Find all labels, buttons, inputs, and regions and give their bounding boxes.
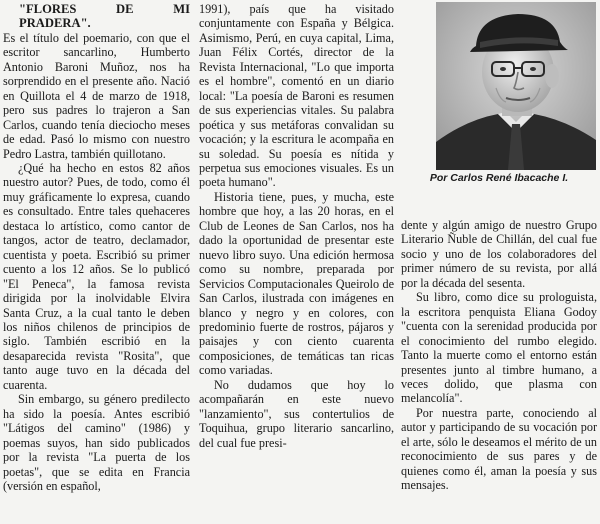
author-portrait-icon — [436, 2, 596, 170]
paragraph: Por nuestra parte, conociendo al autor y participando de su vocación por el arte, sólo le deseamos el mérito de un reconocimiento de sus pares y de quienes como él, aman la poesía y sus mensajes. — [401, 405, 597, 493]
article-column-3 — [401, 218, 597, 493]
paragraph: dente y algún amigo de nuestro Grupo Literario Ñuble de Chillán, del cual fue socio y uno de los colaboradores del primer número de su revista, por allá por la década del sesenta. — [401, 218, 597, 290]
paragraph: Es el título del poemario, con que el escritor sancarlino, Humberto Antonio Baroni Muñoz, nos ha sorprendido en el presente año. Nació en Quillota el 4 de marzo de 1918, pero sus padres lo trajeron a San Carlos, cuando tenía dieciocho meses de edad. Pasó lo mismo con nuestro Pedro Lastra, también quillotano. — [3, 30, 190, 161]
article-column-2 — [199, 2, 394, 450]
article-title: "FLORES DE MI PRADERA". — [19, 2, 190, 31]
paragraph: Su libro, como dice su prologuista, la escritora penquista Eliana Godoy "cuenta con la serenidad producida por el conocimiento del rumbo elegido. Tanto la muerte como el entorno están presentes junto al timbre humano, a veces dolido, que plasma con melancolía". — [401, 290, 597, 406]
article-column-1 — [3, 2, 190, 493]
paragraph: ¿Qué ha hecho en estos 82 años nuestro autor? Pues, de todo, como él muy gráficamente lo expresa, cuando es consultado. Entre tales quehaceres destaca lo artístico, como cantor de tangos, actor de teatro, declamador, cuentista y poeta. Escribió su primer cuento a los 12 años. Se lo publicó "El Peneca", la famosa revista dirigida por la inolvidable Elvira Santa Cruz, a la cual tanto le deben los niños chilenos de principios de siglo. También escribió en la desaparecida revista "Rosita", que tanto auge tuvo en la década del cuarenta. — [3, 160, 190, 392]
photo-byline: Por Carlos René Ibacache I. — [429, 172, 569, 184]
paragraph: No dudamos que hoy lo acompañarán en este nuevo "lanzamiento", sus contertulios de Toquihua, grupo literario sancarlino, del cual fue presi- — [199, 377, 394, 450]
author-photo — [436, 2, 596, 170]
paragraph: Historia tiene, pues, y mucha, este hombre que hoy, a las 20 horas, en el Club de Leones de San Carlos, nos ha dado la oportunidad de presentar este nuevo libro suyo. Una edición hermosa como su nombre, preparada por Servicios Computacionales Queirolo de San Carlos, ilustrada con imágenes en blanco y negro y en colores, con predominio fuerte de rostros, pájaros y paisajes y con ciento cuarenta composiciones, de temáticas tan ricas como variadas. — [199, 189, 394, 378]
paragraph: 1991), país que ha visitado conjuntamente con España y Bélgica. Asimismo, Perú, en cuya capital, Lima, Juan Félix Cortés, director de la Revista Internacional, "Lo que importa es el hombre", comentó en un diario local: "La poesía de Baroni es resumen de sus experiencias vitales. Su palabra poética y sus metáforas convalidan su vocación; y la escritura le acompaña en su soledad. Su poesía es nítida y perpetua sus emociones visuales. Es un poeta humano". — [199, 2, 394, 190]
paragraph: Sin embargo, su género predilecto ha sido la poesía. Antes escribió "Látigos del camino" (1986) y poemas suyos, han sido publicados por la revista "La puerta de los poetas", que se edita en Francia (versión en español, — [3, 392, 190, 493]
